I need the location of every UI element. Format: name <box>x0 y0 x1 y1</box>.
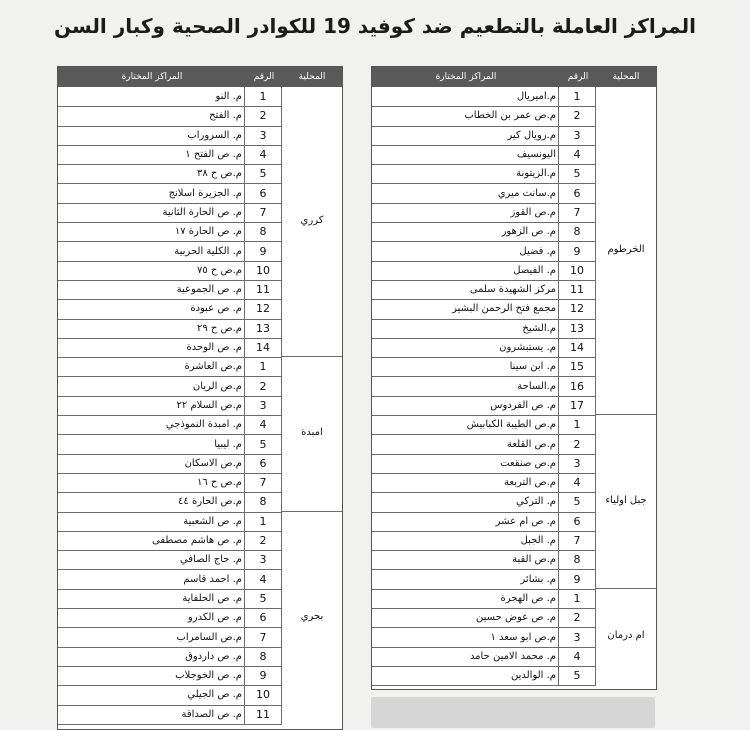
row-number: 15 <box>558 357 596 376</box>
row-number: 6 <box>244 608 282 627</box>
center-name: م. ص الحارة ١٧ <box>174 226 242 238</box>
row-number: 9 <box>244 241 282 260</box>
header-number: الرقم <box>253 72 275 82</box>
table-row <box>58 492 282 512</box>
row-number: 4 <box>244 570 282 589</box>
row-number: 8 <box>244 222 282 241</box>
table-row <box>372 550 596 570</box>
center-name: م.ص السلام ٢٢ <box>176 399 242 411</box>
row-number: 7 <box>244 627 282 646</box>
table-row <box>372 126 596 146</box>
table-row <box>372 203 596 223</box>
center-name: م.سانت ميري <box>497 187 556 199</box>
center-name: م.ص ح ٣٨ <box>196 168 242 180</box>
row-number: 7 <box>244 473 282 492</box>
row-number: 2 <box>244 377 282 396</box>
table-row <box>58 338 282 358</box>
center-name: م. ص الجموعية <box>176 284 242 296</box>
center-name: م. ص الشعبية <box>183 515 242 527</box>
table-row <box>58 164 282 184</box>
table-row <box>58 299 282 319</box>
table-header <box>58 67 342 87</box>
center-name: م. الفيصل <box>513 264 556 276</box>
center-name: م. ص الحارة الثانية <box>162 206 242 218</box>
row-number: 14 <box>558 338 596 357</box>
table-row <box>372 261 596 281</box>
center-name: م.الشيخ <box>522 322 556 334</box>
center-name: م.ص التربعة <box>504 477 556 489</box>
center-name: م. النو <box>215 91 242 103</box>
center-name: م. الفتح <box>209 110 242 122</box>
table-row <box>58 570 282 590</box>
row-number: 1 <box>244 87 282 106</box>
center-name: م. ص الحلفاية <box>182 592 242 604</box>
table-row <box>58 647 282 667</box>
row-number: 1 <box>558 415 596 434</box>
locality-label: الخرطوم <box>607 244 645 256</box>
center-name: م. ص الفتح ١ <box>185 149 242 161</box>
center-name: م.ص الطيبة الكبابيش <box>466 419 556 431</box>
header-locality: المحلية <box>298 72 326 82</box>
table-row <box>58 685 282 705</box>
table-row <box>372 338 596 358</box>
row-number: 6 <box>244 454 282 473</box>
row-number: 1 <box>558 87 596 106</box>
row-number: 3 <box>244 126 282 145</box>
table-row <box>58 473 282 493</box>
center-name: م. ص عبودة <box>190 303 242 315</box>
table-row <box>58 608 282 628</box>
center-name: م.ص ابو سعد ١ <box>490 631 556 643</box>
table-row <box>372 415 596 435</box>
center-name: مجمع فتح الرحمن البشير <box>452 303 556 315</box>
row-number: 3 <box>244 396 282 415</box>
row-number: 6 <box>244 184 282 203</box>
table-row <box>58 396 282 416</box>
table-row <box>372 666 596 686</box>
center-name: م.ص القوز <box>510 206 556 218</box>
row-number: 5 <box>244 434 282 453</box>
row-number: 8 <box>244 647 282 666</box>
row-number: 9 <box>558 241 596 260</box>
table-row <box>372 512 596 532</box>
header-locality: المحلية <box>612 72 640 82</box>
row-number: 13 <box>558 319 596 338</box>
center-name: م. السروراب <box>187 129 242 141</box>
group-divider <box>282 511 342 512</box>
center-name: م. التركي <box>515 496 556 508</box>
header-center: المراكز المختارة <box>121 72 183 82</box>
row-number: 1 <box>244 512 282 531</box>
row-number: 2 <box>558 106 596 125</box>
row-number: 5 <box>244 589 282 608</box>
group-divider <box>596 588 656 589</box>
center-name: م. الجبل <box>520 535 556 547</box>
center-name: اليونسيف <box>516 149 556 161</box>
row-number: 2 <box>558 608 596 627</box>
center-name: م.ص الاسكان <box>184 457 242 469</box>
row-number: 4 <box>558 473 596 492</box>
bottom-gray-panel <box>371 697 655 728</box>
center-name: مركز الشهيدة سلمى <box>469 284 556 296</box>
center-name: م.اميريال <box>516 91 556 103</box>
row-number: 2 <box>244 106 282 125</box>
center-name: م. حاج الصافي <box>179 554 242 566</box>
table-row <box>58 434 282 454</box>
row-number: 11 <box>558 280 596 299</box>
center-name: م. ص الزهور <box>501 226 556 238</box>
table-row <box>58 203 282 223</box>
row-number: 5 <box>558 164 596 183</box>
row-number: 11 <box>244 280 282 299</box>
table-row <box>58 280 282 300</box>
center-name: م.ص العاشرة <box>184 361 242 373</box>
row-number: 3 <box>558 126 596 145</box>
row-number: 12 <box>558 299 596 318</box>
center-name: م. بشائر <box>520 573 556 585</box>
header-number: الرقم <box>567 72 589 82</box>
center-name: م. ابن سينا <box>509 361 556 373</box>
table-row <box>58 184 282 204</box>
center-name: م.ص الريان <box>192 380 242 392</box>
table-row <box>372 299 596 319</box>
table-row <box>58 106 282 126</box>
center-name: م. ص الوحدة <box>186 342 242 354</box>
locality-label: بحري <box>300 610 324 622</box>
right-centers-table <box>371 66 657 690</box>
table-row <box>372 241 596 261</box>
table-row <box>372 589 596 609</box>
table-row <box>372 145 596 165</box>
table-row <box>372 608 596 628</box>
table-row <box>372 106 596 126</box>
table-row <box>58 705 282 725</box>
center-name: م. ص الصداقة <box>181 708 242 720</box>
table-row <box>58 666 282 686</box>
center-name: م. الوالدين <box>510 670 556 682</box>
center-name: م. يستبشرون <box>499 342 556 354</box>
row-number: 8 <box>558 222 596 241</box>
center-name: م.الزيتونة <box>516 168 556 180</box>
table-row <box>58 454 282 474</box>
table-row <box>372 222 596 242</box>
table-row <box>372 531 596 551</box>
locality-label: جبل اولياء <box>605 494 647 506</box>
table-row <box>58 377 282 397</box>
group-divider <box>282 356 342 357</box>
center-name: م. ص داردوق <box>185 650 242 662</box>
table-row <box>58 512 282 532</box>
center-name: م. ليبيا <box>214 438 242 450</box>
center-name: م. محمد الامين حامد <box>469 650 556 662</box>
table-header <box>372 67 656 87</box>
row-number: 16 <box>558 377 596 396</box>
table-row <box>58 261 282 281</box>
row-number: 13 <box>244 319 282 338</box>
center-name: م. فضيل <box>519 245 556 257</box>
center-name: م. ص الكدرو <box>187 612 242 624</box>
center-name: م.ص صنقعت <box>500 457 556 469</box>
table-row <box>372 454 596 474</box>
locality-label: كرري <box>300 215 324 227</box>
table-row <box>372 492 596 512</box>
row-number: 3 <box>558 454 596 473</box>
center-name: م. ص الجيلي <box>187 689 242 701</box>
header-center: المراكز المختارة <box>435 72 497 82</box>
table-row <box>58 222 282 242</box>
table-row <box>372 396 596 416</box>
table-row <box>58 126 282 146</box>
center-name: م.الساحة <box>517 380 556 392</box>
table-row <box>372 164 596 184</box>
row-number: 4 <box>558 145 596 164</box>
row-number: 10 <box>244 261 282 280</box>
center-name: م.ص الحارة ٤٤ <box>178 496 242 508</box>
center-name: م.ص السامراب <box>176 631 242 643</box>
center-name: م. ص عوض حسين <box>476 612 556 624</box>
table-row <box>372 357 596 377</box>
center-name: م. ص الخوجلاب <box>175 670 242 682</box>
row-number: 11 <box>244 705 282 724</box>
center-name: م. ص هاشم مصطفى <box>152 535 242 547</box>
center-name: م.ص ح ٢٩ <box>196 322 242 334</box>
table-row <box>58 531 282 551</box>
center-name: م.ص ح ٧٥ <box>196 264 242 276</box>
center-name: م.ص القبة <box>512 554 556 566</box>
row-number: 9 <box>558 570 596 589</box>
table-row <box>372 627 596 647</box>
row-number: 14 <box>244 338 282 357</box>
table-row <box>58 415 282 435</box>
row-number: 1 <box>558 589 596 608</box>
row-number: 7 <box>558 531 596 550</box>
table-row <box>372 434 596 454</box>
group-divider <box>596 414 656 415</box>
table-row <box>58 589 282 609</box>
center-name: م.ص القلعة <box>506 438 556 450</box>
row-number: 7 <box>558 203 596 222</box>
center-name: م. الكلية الحربية <box>174 245 242 257</box>
table-row <box>372 280 596 300</box>
row-number: 5 <box>244 164 282 183</box>
left-centers-table <box>57 66 343 730</box>
table-row <box>372 87 596 107</box>
table-row <box>58 87 282 107</box>
row-number: 6 <box>558 512 596 531</box>
row-number: 4 <box>244 145 282 164</box>
row-number: 10 <box>244 685 282 704</box>
row-number: 8 <box>558 550 596 569</box>
table-row <box>372 377 596 397</box>
table-row <box>372 647 596 667</box>
center-name: م. ص الفردوس <box>490 399 556 411</box>
table-row <box>58 241 282 261</box>
row-number: 3 <box>244 550 282 569</box>
center-name: م. ص ام عشر <box>495 515 556 527</box>
center-name: م.ص عمر بن الخطاب <box>464 110 556 122</box>
center-name: م.ص ح ١٦ <box>196 477 242 489</box>
locality-label: امبدة <box>301 427 323 439</box>
row-number: 17 <box>558 396 596 415</box>
row-number: 6 <box>558 184 596 203</box>
row-number: 10 <box>558 261 596 280</box>
row-number: 4 <box>244 415 282 434</box>
row-number: 7 <box>244 203 282 222</box>
row-number: 1 <box>244 357 282 376</box>
row-number: 12 <box>244 299 282 318</box>
center-name: م.رويال كير <box>507 129 556 141</box>
center-name: م. الجزيرة اسلانج <box>168 187 242 199</box>
table-row <box>58 319 282 339</box>
page-title: المراكز العاملة بالتطعيم ضد كوفيد 19 للكوادر الصحية وكبار السن <box>54 14 696 38</box>
center-name: م. امبدة النموذجي <box>165 419 242 431</box>
table-row <box>58 550 282 570</box>
center-name: م. ص الهجرة <box>500 592 556 604</box>
table-row <box>372 570 596 590</box>
table-row <box>372 184 596 204</box>
row-number: 5 <box>558 492 596 511</box>
table-row <box>372 319 596 339</box>
row-number: 9 <box>244 666 282 685</box>
row-number: 8 <box>244 492 282 511</box>
table-row <box>58 357 282 377</box>
table-row <box>372 473 596 493</box>
table-row <box>58 627 282 647</box>
row-number: 5 <box>558 666 596 685</box>
locality-label: ام درمان <box>607 630 645 642</box>
row-number: 4 <box>558 647 596 666</box>
center-name: م. احمد قاسم <box>183 573 242 585</box>
row-number: 2 <box>558 434 596 453</box>
table-row <box>58 145 282 165</box>
row-number: 2 <box>244 531 282 550</box>
row-number: 3 <box>558 627 596 646</box>
